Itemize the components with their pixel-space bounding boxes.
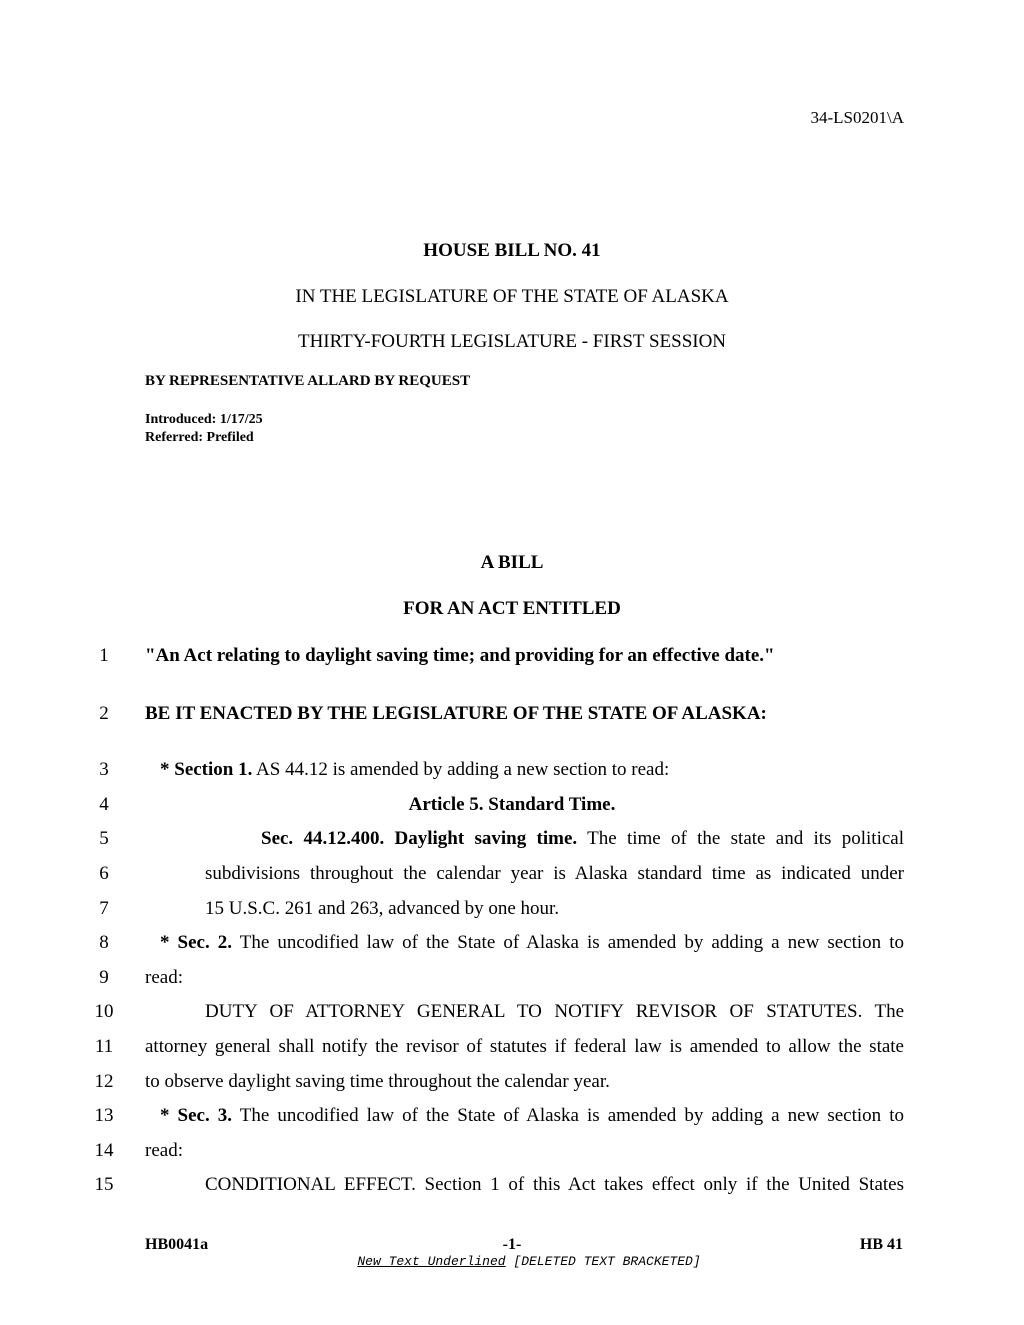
line-number: 10 [94,1001,114,1022]
legislature-heading: IN THE LEGISLATURE OF THE STATE OF ALASKA [295,286,729,307]
section-2-label: * Sec. 2. [160,932,233,953]
body-line: DUTY OF ATTORNEY GENERAL TO NOTIFY REVISOR OF STATUTES. The [205,1001,904,1022]
body-line: 15 U.S.C. 261 and 263, advanced by one hour. [205,898,560,919]
sec-44-12-400-text: The time of the state and its political [577,828,904,849]
act-title-line: "An Act relating to daylight saving time; and providing for an effective date." [145,645,775,666]
section-1-line [160,759,669,781]
section-1-label: * Section 1. [160,759,253,780]
section-1-text: AS 44.12 is amended by adding a new section to read: [252,759,670,780]
section-3-text: The uncodified law of the State of Alaska is amended by adding a new section to [232,1105,904,1126]
body-line: subdivisions throughout the calendar year is Alaska standard time as indicated under [205,863,904,884]
referred-line [145,429,254,447]
section-3-line [160,1105,904,1127]
line-number: 9 [99,967,109,988]
footer-page-number: -1- [502,1236,522,1253]
sec-44-12-400-heading: Sec. 44.12.400. Daylight saving time. [261,828,578,849]
line-number: 11 [94,1036,114,1057]
article-heading: Article 5. Standard Time. [408,794,616,815]
line-number: 4 [99,794,109,815]
line-number: 14 [94,1140,114,1161]
line-number: 13 [94,1105,114,1126]
body-line: read: [145,1140,183,1161]
body-line: read: [145,967,183,988]
footer-bill-code: HB0041a [145,1236,209,1253]
referred-label: Referred: [145,430,204,445]
session-heading: THIRTY-FOURTH LEGISLATURE - FIRST SESSION [297,331,727,352]
sec-44-12-400-line [261,828,904,850]
a-bill-heading: A BILL [480,552,544,573]
line-number: 6 [99,863,109,884]
line-number: 5 [99,828,109,849]
section-2-text: The uncodified law of the State of Alaska is amended by adding a new section to [232,932,904,953]
introduced-label: Introduced: [145,412,217,427]
section-2-line [160,932,904,954]
footer-bill-number: HB 41 [859,1236,903,1253]
line-number: 15 [94,1174,114,1195]
enacting-clause: BE IT ENACTED BY THE LEGISLATURE OF THE STATE OF ALASKA: [145,703,767,724]
line-number: 7 [99,898,109,919]
referred-value: Prefiled [206,430,254,445]
line-number: 8 [99,932,109,953]
introduced-date: 1/17/25 [219,412,263,427]
body-line: CONDITIONAL EFFECT. Section 1 of this Act takes effect only if the United States [205,1174,904,1195]
body-line: attorney general shall notify the revisor of statutes if federal law is amended to allow the state [145,1036,904,1057]
footer-legend [0,1254,1024,1269]
act-entitled-heading: FOR AN ACT ENTITLED [403,598,621,619]
legend-underlined: New Text Underlined [357,1254,506,1269]
document-id: 34-LS0201\A [810,108,904,127]
line-number: 2 [99,703,109,724]
body-line: to observe daylight saving time throughout the calendar year. [145,1071,610,1092]
section-3-label: * Sec. 3. [160,1105,233,1126]
sponsor-line: BY REPRESENTATIVE ALLARD BY REQUEST [145,373,471,389]
line-number: 12 [94,1071,114,1092]
bill-title: HOUSE BILL NO. 41 [423,240,601,261]
line-number: 1 [99,645,109,666]
line-number: 3 [99,759,109,780]
legend-bracketed: [DELETED TEXT BRACKETED] [505,1254,701,1269]
introduced-line [145,411,263,429]
